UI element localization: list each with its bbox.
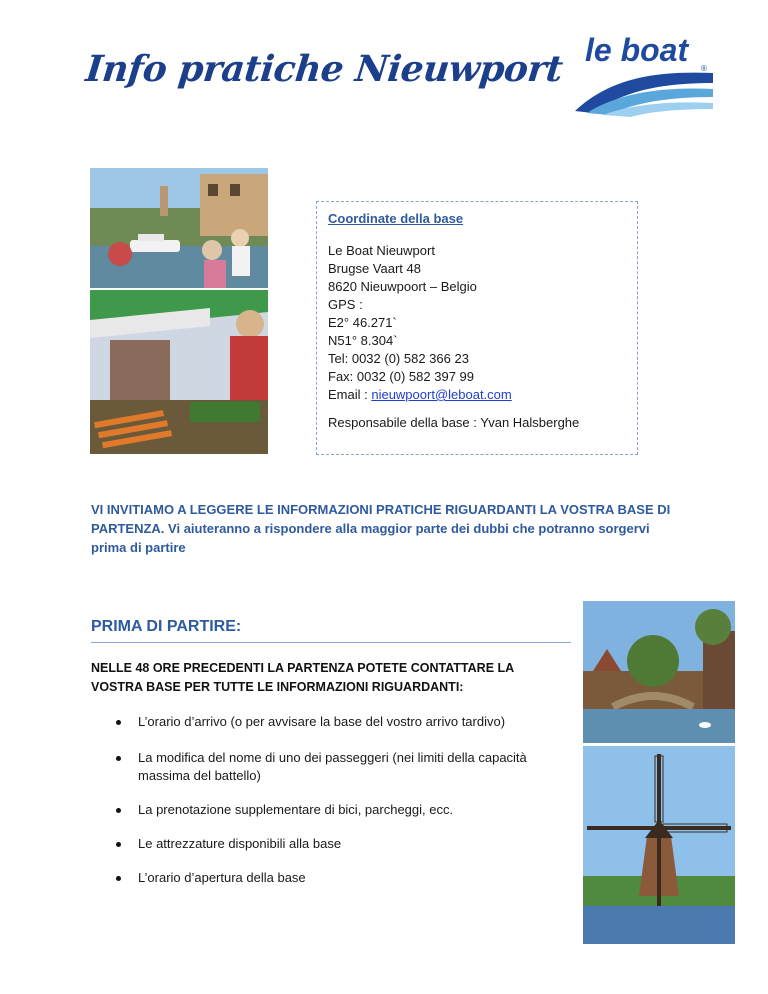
canal-photo — [90, 168, 268, 288]
coordinates-line: Tel: 0032 (0) 582 366 23 — [328, 351, 469, 366]
page-title: Info pratiche Nieuwport — [83, 48, 565, 90]
market-photo — [90, 290, 268, 454]
coordinates-line: Brugse Vaart 48 — [328, 261, 421, 276]
coordinates-line: Le Boat Nieuwport — [328, 243, 435, 258]
registered-mark: ® — [701, 64, 707, 73]
email-link[interactable]: nieuwpoort@leboat.com — [371, 387, 512, 402]
info-list — [116, 713, 566, 887]
coordinates-line: 8620 Nieuwpoort – Belgio — [328, 279, 477, 294]
coordinates-line: Fax: 0032 (0) 582 397 99 — [328, 369, 474, 384]
coordinates-line: E2° 46.271` — [328, 315, 397, 330]
list-item: La prenotazione supplementare di bici, parcheggi, ecc. — [116, 801, 566, 819]
base-coordinates-box — [316, 201, 638, 455]
windmill-photo — [583, 746, 735, 944]
intro-notice: VI INVITIAMO A LEGGERE LE INFORMAZIONI PRATICHE RIGUARDANTI LA VOSTRA BASE DI PARTENZA. Vi aiuteranno a rispondere alla maggior parte dei dubbi che potranno sorgervi prima di partire — [91, 502, 671, 555]
list-item: La modifica del nome di uno dei passeggeri (nei limiti della capacità massima del battello) — [116, 749, 566, 785]
le-boat-logo — [573, 31, 717, 117]
section-subheading: NELLE 48 ORE PRECEDENTI LA PARTENZA POTETE CONTATTARE LA VOSTRA BASE PER TUTTE LE INFORMAZIONI RIGUARDANTI: — [91, 661, 514, 694]
bruges-bridge-photo — [583, 601, 735, 743]
section-heading: PRIMA DI PARTIRE: — [91, 618, 571, 643]
email-line — [328, 386, 626, 404]
coordinates-line: N51° 8.304` — [328, 333, 398, 348]
coordinates-heading: Coordinate della base — [328, 211, 464, 226]
list-item: L’orario d’arrivo (o per avvisare la base del vostro arrivo tardivo) — [116, 713, 566, 731]
base-manager: Responsabile della base : Yvan Halsberghe — [328, 415, 580, 430]
list-item: Le attrezzature disponibili alla base — [116, 835, 566, 853]
coordinates-line: GPS : — [328, 297, 363, 312]
logo-wordmark: le boat — [585, 32, 689, 68]
list-item: L’orario d’apertura della base — [116, 869, 566, 887]
email-label: Email : — [328, 387, 372, 402]
